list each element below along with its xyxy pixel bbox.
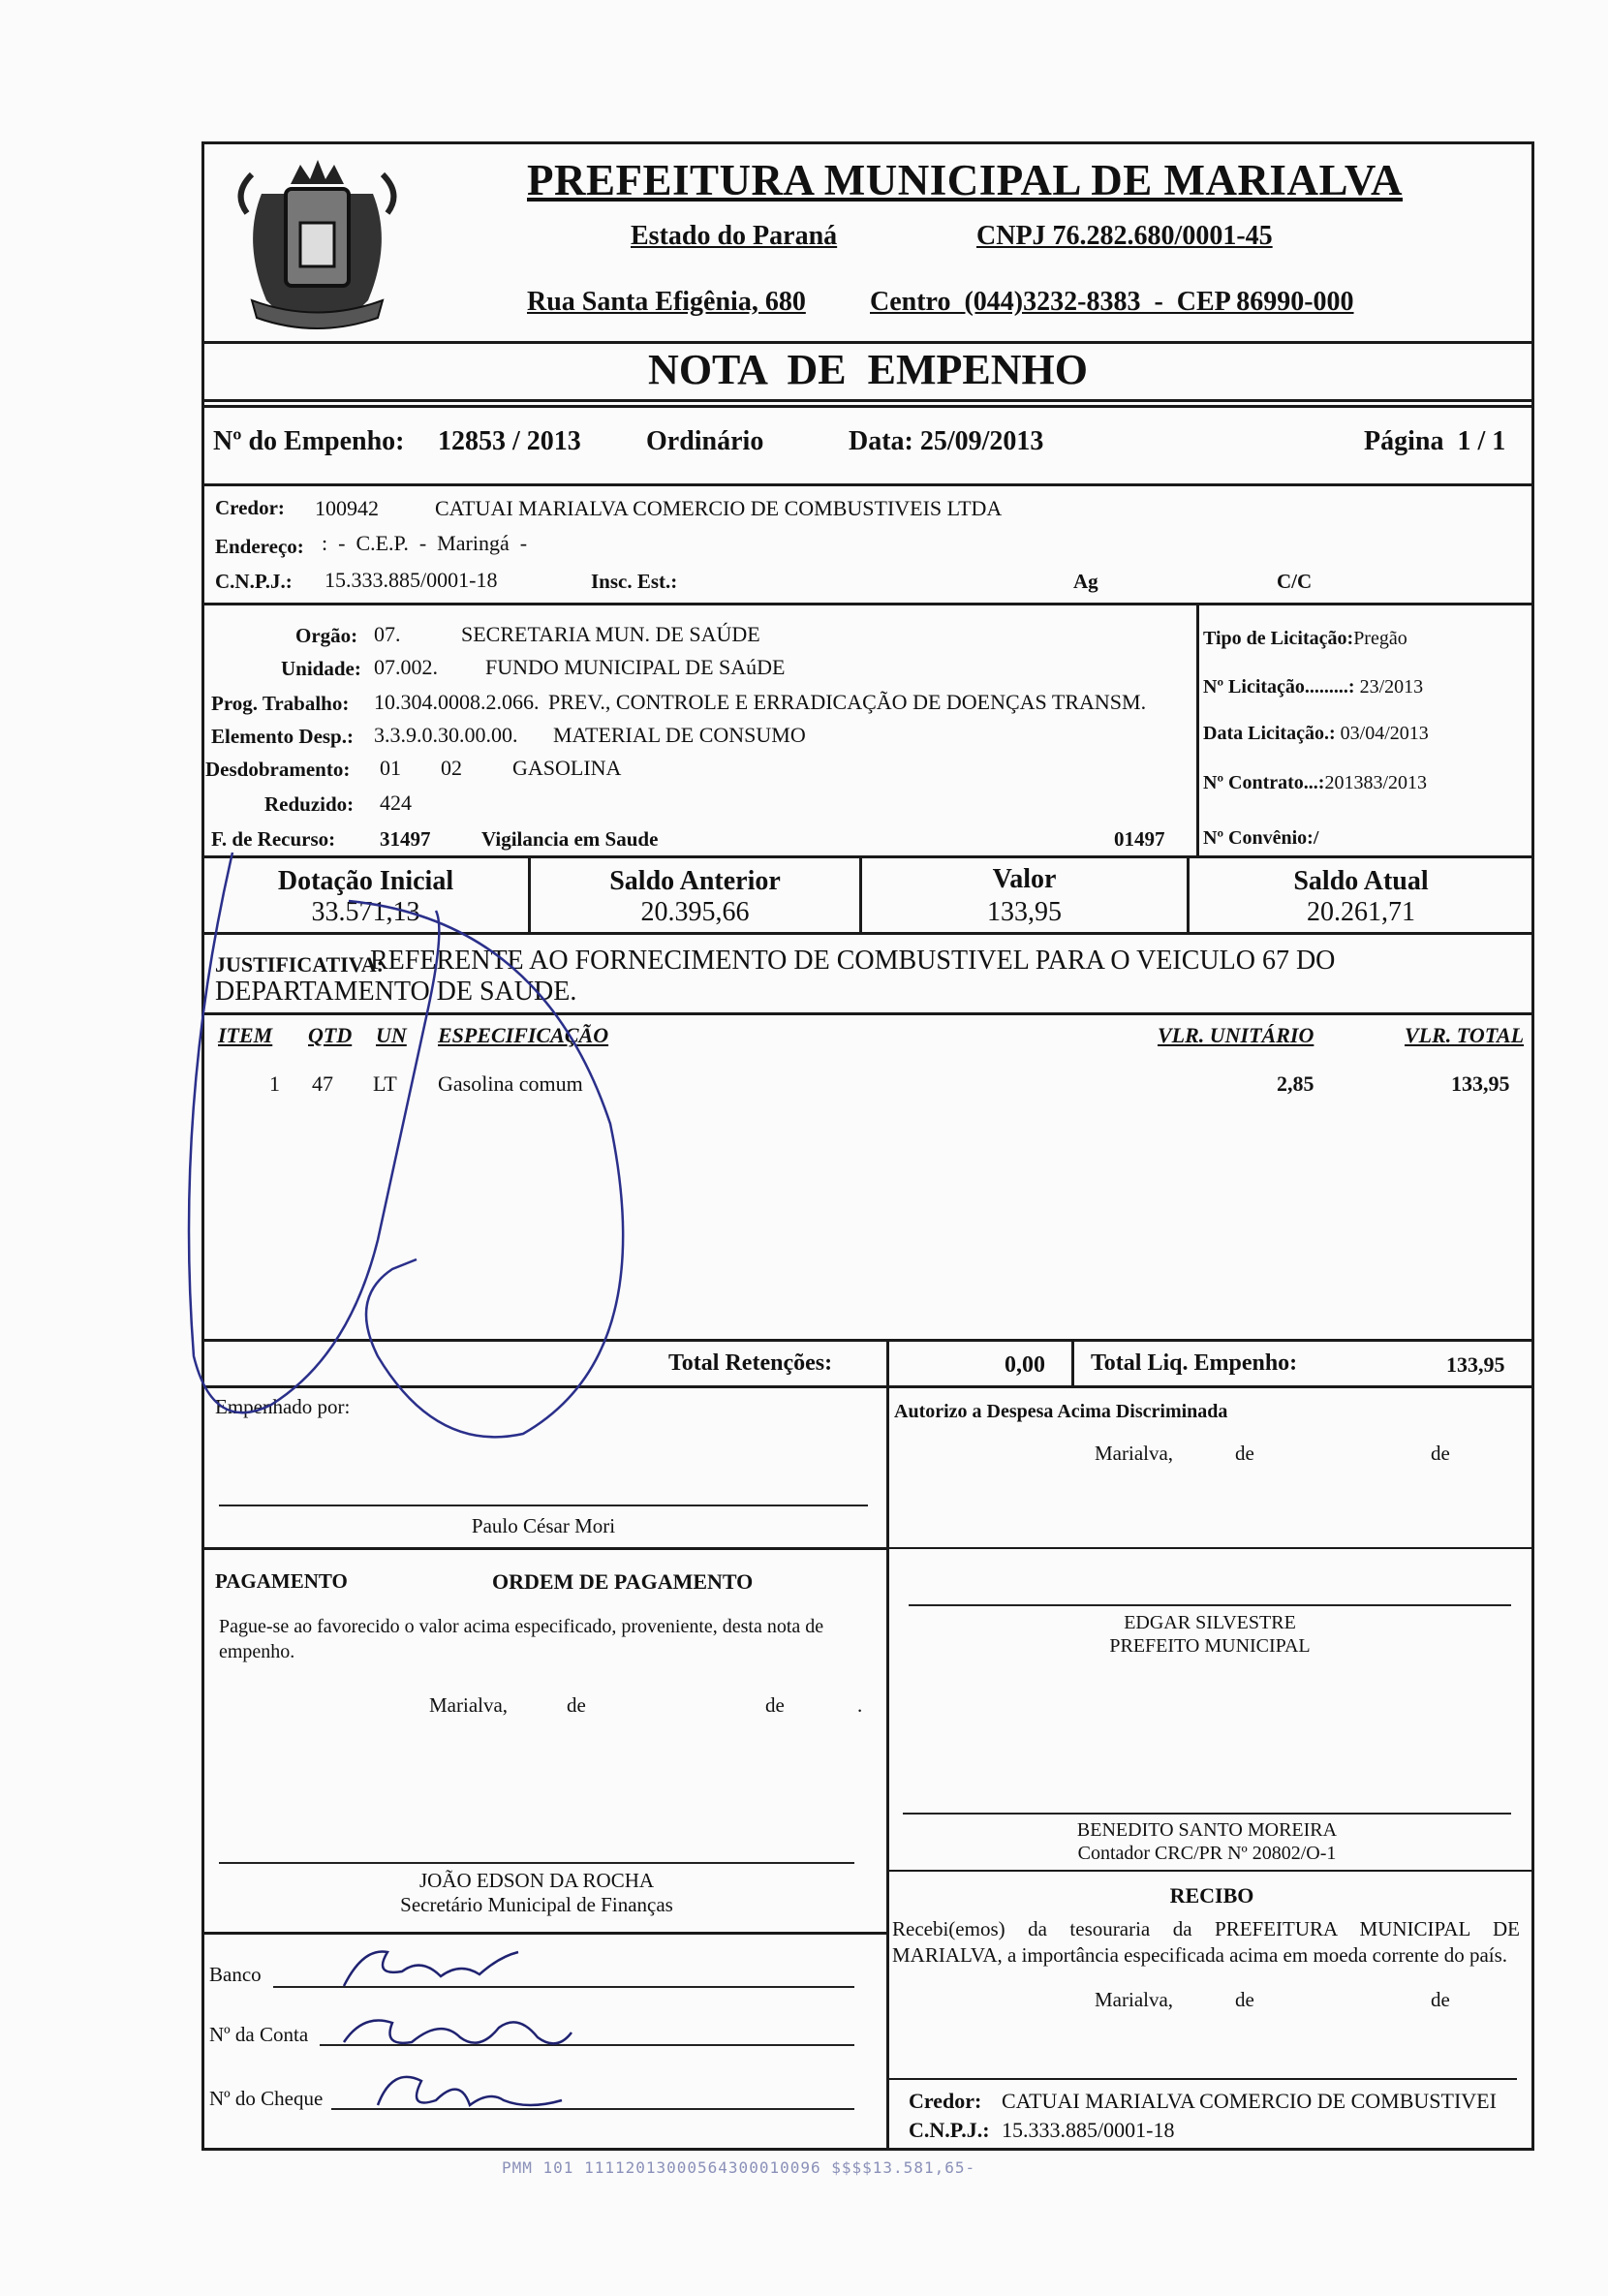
secretario-name: JOÃO EDSON DA ROCHA xyxy=(418,1869,655,1892)
n-licitacao-label xyxy=(1203,676,1423,698)
recurso-code-2: 01497 xyxy=(1114,827,1165,851)
document-title: NOTA DE EMPENHO xyxy=(648,346,1088,393)
n-contrato-label-text: Nº Contrato...: xyxy=(1203,772,1325,793)
page-number: Página 1 / 1 xyxy=(1364,426,1506,456)
unidade-label: Unidade: xyxy=(281,657,361,680)
credor-label: Credor: xyxy=(215,496,285,519)
cnpj-value: 15.333.885/0001-18 xyxy=(325,568,498,592)
prog-trabalho-label: Prog. Trabalho: xyxy=(211,692,350,715)
empenho-number-label: Nº do Empenho: xyxy=(213,426,405,456)
autorizo-de-1: de xyxy=(1235,1442,1254,1465)
handwritten-conta xyxy=(334,2003,576,2062)
n-licitacao-value: 23/2013 xyxy=(1354,676,1424,698)
justificativa-text-1: REFERENTE AO FORNECIMENTO DE COMBUSTIVEL PARA O VEICULO 67 DO xyxy=(370,946,1336,976)
recibo-credor-label: Credor: xyxy=(909,2089,982,2113)
col-item: ITEM xyxy=(218,1023,273,1047)
banco-label: Banco xyxy=(209,1963,262,1986)
recibo-de-1: de xyxy=(1235,1988,1254,2011)
contador-name: BENEDITO SANTO MOREIRA xyxy=(1076,1819,1338,1841)
divider xyxy=(1196,603,1199,858)
saldo-anterior-value: 20.395,66 xyxy=(640,897,750,927)
desdobramento-label: Desdobramento: xyxy=(205,758,351,781)
elemento-code: 3.3.9.0.30.00.00. xyxy=(374,723,518,747)
address-label: Endereço: xyxy=(215,535,304,558)
desdobramento-name: GASOLINA xyxy=(512,756,622,780)
cc-label: C/C xyxy=(1277,570,1313,593)
tipo-licitacao-label xyxy=(1203,628,1407,650)
autorizo-city: Marialva, xyxy=(1095,1442,1174,1465)
header-street: Rua Santa Efigênia, 680 xyxy=(527,287,806,317)
retencoes-value: 0,00 xyxy=(1005,1352,1045,1378)
data-licitacao-label-text: Data Licitação.: xyxy=(1203,723,1336,744)
pagamento-de-2: de xyxy=(765,1693,785,1717)
elemento-label: Elemento Desp.: xyxy=(211,725,354,748)
empenho-type: Ordinário xyxy=(646,426,764,456)
unidade-name: FUNDO MUNICIPAL DE SAúDE xyxy=(485,655,786,679)
empenho-number: 12853 / 2013 xyxy=(438,426,581,456)
dotacao-label: Dotação Inicial xyxy=(277,866,454,896)
n-convenio-label: Nº Convênio:/ xyxy=(1203,827,1319,849)
pagamento-city: Marialva, xyxy=(429,1693,509,1717)
header-title: PREFEITURA MUNICIPAL DE MARIALVA xyxy=(527,156,1404,204)
header-cnpj: CNPJ 76.282.680/0001-45 xyxy=(976,221,1273,251)
autorizo-de-2: de xyxy=(1431,1442,1450,1465)
retencoes-label: Total Retenções: xyxy=(668,1350,833,1376)
recibo-de-2: de xyxy=(1431,1988,1450,2011)
conta-label: Nº da Conta xyxy=(209,2023,309,2046)
orgao-name: SECRETARIA MUN. DE SAÚDE xyxy=(461,622,760,646)
prefeito-role: PREFEITO MUNICIPAL xyxy=(1109,1635,1311,1657)
divider xyxy=(886,1547,1534,1549)
divider xyxy=(201,341,1534,344)
divider xyxy=(201,483,1534,486)
elemento-name: MATERIAL DE CONSUMO xyxy=(553,723,806,747)
signature-line xyxy=(909,1604,1511,1606)
divider xyxy=(889,2078,1517,2080)
recibo-cnpj-label: C.N.P.J.: xyxy=(909,2118,990,2142)
header-contact: Centro (044)3232-8383 - CEP 86990-000 xyxy=(870,287,1354,317)
divider xyxy=(201,932,1534,935)
saldo-atual-value: 20.261,71 xyxy=(1307,897,1415,927)
credor-name: CATUAI MARIALVA COMERCIO DE COMBUSTIVEIS LTDA xyxy=(435,496,1003,520)
recibo-city: Marialva, xyxy=(1095,1988,1174,2011)
desdobramento-code-1: 01 xyxy=(380,756,401,780)
pagamento-text: Pague-se ao favorecido o valor acima especificado, proveniente, desta nota de empenho. xyxy=(219,1616,824,1662)
recurso-code: 31497 xyxy=(380,827,431,851)
secretario-role: Secretário Municipal de Finanças xyxy=(400,1893,673,1916)
item-qtd: 47 xyxy=(312,1071,333,1096)
prog-trabalho-name: PREV., CONTROLE E ERRADICAÇÃO DE DOENÇAS TRANSM. xyxy=(548,690,1147,714)
divider xyxy=(201,603,1534,605)
pagamento-end-dot: . xyxy=(857,1693,863,1717)
address-value: : - C.E.P. - Maringá - xyxy=(322,531,528,555)
divider xyxy=(1071,1339,1074,1387)
liq-empenho-label: Total Liq. Empenho: xyxy=(1091,1350,1298,1376)
item-unit-value: 2,85 xyxy=(1277,1071,1314,1096)
n-contrato-value: 201383/2013 xyxy=(1324,772,1428,793)
ordem-pagamento-label: ORDEM DE PAGAMENTO xyxy=(492,1569,754,1594)
empenhado-signer: Paulo César Mori xyxy=(471,1514,616,1537)
desdobramento-code-2: 02 xyxy=(441,756,462,780)
recurso-label: F. de Recurso: xyxy=(211,827,336,851)
divider xyxy=(886,1870,1534,1872)
divider xyxy=(201,1932,886,1935)
valor-value: 133,95 xyxy=(987,897,1062,927)
credor-code: 100942 xyxy=(315,496,379,520)
recibo-cnpj-value: 15.333.885/0001-18 xyxy=(1002,2118,1175,2142)
recurso-name: Vigilancia em Saude xyxy=(481,827,659,851)
divider xyxy=(201,399,1534,402)
signature-line xyxy=(219,1505,868,1506)
tipo-licitacao-value: Pregão xyxy=(1353,628,1407,649)
contador-role: Contador CRC/PR Nº 20802/O-1 xyxy=(1077,1843,1337,1864)
orgao-code: 07. xyxy=(374,622,401,646)
handwritten-banco xyxy=(334,1938,528,1996)
data-licitacao-value: 03/04/2013 xyxy=(1335,723,1429,744)
pagamento-label: PAGAMENTO xyxy=(215,1569,348,1593)
recibo-credor-value: CATUAI MARIALVA COMERCIO DE COMBUSTIVEI xyxy=(1002,2089,1497,2113)
unidade-code: 07.002. xyxy=(374,655,438,679)
ag-label: Ag xyxy=(1073,570,1098,593)
pagamento-de-1: de xyxy=(567,1693,586,1717)
tipo-licitacao-label-text: Tipo de Licitação: xyxy=(1203,628,1354,649)
divider xyxy=(201,405,1534,408)
autorizo-label: Autorizo a Despesa Acima Discriminada xyxy=(894,1401,1228,1422)
empenho-date: Data: 25/09/2013 xyxy=(849,426,1044,456)
recibo-label: RECIBO xyxy=(1169,1883,1254,1908)
reduzido-label: Reduzido: xyxy=(264,792,355,816)
dotacao-value: 33.571,13 xyxy=(311,897,420,927)
saldo-anterior-label: Saldo Anterior xyxy=(609,866,781,896)
divider xyxy=(201,1339,1534,1342)
col-unit-value: VLR. UNITÁRIO xyxy=(1158,1023,1314,1047)
empenhado-label: Empenhado por: xyxy=(215,1395,351,1418)
n-licitacao-label-text: Nº Licitação.........: xyxy=(1203,676,1355,698)
col-spec: ESPECIFICAÇÃO xyxy=(438,1023,609,1047)
divider xyxy=(201,855,1534,858)
cheque-label: Nº do Cheque xyxy=(209,2087,324,2110)
handwritten-cheque xyxy=(368,2062,581,2120)
item-un: LT xyxy=(373,1071,397,1096)
divider xyxy=(201,1012,1534,1015)
recibo-text: Recebi(emos) da tesouraria da PREFEITURA MUNICIPAL DE MARIALVA, a importância especificada acima em moeda corrente do país. xyxy=(892,1917,1520,1967)
item-total-value: 133,95 xyxy=(1451,1071,1510,1096)
footer-stamp-line: PMM 101 11112013000564300010096 $$$$13.581,65- xyxy=(502,2158,976,2177)
signature-line xyxy=(219,1862,854,1864)
divider xyxy=(886,1339,889,2151)
n-contrato-label xyxy=(1203,772,1427,794)
liq-empenho-value: 133,95 xyxy=(1446,1352,1505,1377)
col-total-value: VLR. TOTAL xyxy=(1405,1023,1525,1047)
col-un: UN xyxy=(376,1023,407,1047)
justificativa-text-2: DEPARTAMENTO DE SAUDE. xyxy=(215,977,577,1007)
divider xyxy=(201,1547,886,1550)
prog-trabalho-code: 10.304.0008.2.066. xyxy=(374,690,540,714)
valor-label: Valor xyxy=(992,864,1057,894)
cnpj-label: C.N.P.J.: xyxy=(215,570,293,593)
data-licitacao-label xyxy=(1203,723,1429,745)
signature-line xyxy=(903,1813,1511,1815)
col-qtd: QTD xyxy=(308,1023,353,1047)
item-number: 1 xyxy=(269,1071,280,1096)
divider xyxy=(201,1385,1534,1388)
saldo-atual-label: Saldo Atual xyxy=(1293,866,1429,896)
header-state: Estado do Paraná xyxy=(631,221,838,251)
prefeito-name: EDGAR SILVESTRE xyxy=(1124,1612,1296,1633)
justificativa-label: JUSTIFICATIVA: xyxy=(215,952,385,977)
insc-est-label: Insc. Est.: xyxy=(591,570,678,593)
municipal-crest-logo xyxy=(232,155,402,334)
orgao-label: Orgão: xyxy=(295,624,358,647)
reduzido-value: 424 xyxy=(380,791,412,815)
item-spec: Gasolina comum xyxy=(438,1071,583,1096)
